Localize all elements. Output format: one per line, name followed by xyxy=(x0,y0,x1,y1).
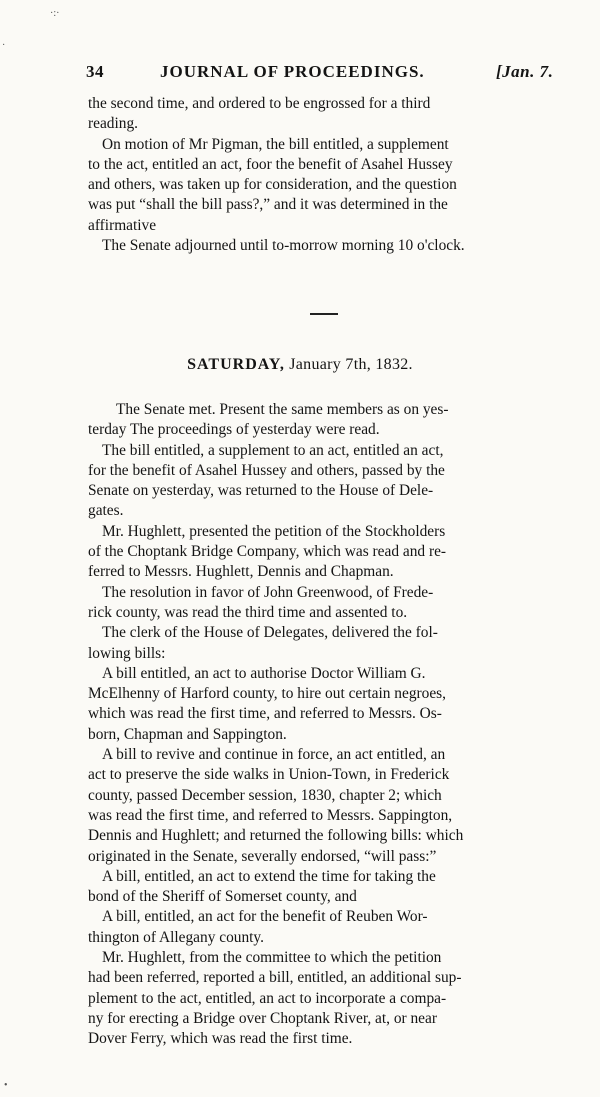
running-header xyxy=(86,60,576,84)
page-number: 34 xyxy=(86,62,104,81)
text-line: A bill entitled, an act to authorise Doctor William G. xyxy=(102,664,426,682)
text-line: to the act, entitled an act, foor the benefit of Asahel Hussey xyxy=(88,155,453,173)
text-line: McElhenny of Harford county, to hire out certain negroes, xyxy=(88,685,446,703)
text-line: The clerk of the House of Delegates, delivered the fol- xyxy=(102,624,438,642)
text-line: On motion of Mr Pigman, the bill entitled, a supplement xyxy=(102,135,449,153)
text-line: was read the first time, and referred to Messrs. Sappington, xyxy=(88,806,453,824)
text-line: Dennis and Hughlett; and returned the following bills: which xyxy=(88,827,464,845)
text-line: was put “shall the bill pass?,” and it was determined in the xyxy=(88,196,448,214)
day-name: SATURDAY, xyxy=(187,356,285,373)
text-line: the second time, and ordered to be engrossed for a third xyxy=(88,95,431,112)
header-date: [Jan. 7. xyxy=(496,62,554,81)
text-line: act to preserve the side walks in Union-Town, in Frederick xyxy=(88,766,450,784)
text-line: Mr. Hughlett, from the committee to which the petition xyxy=(102,949,442,967)
text-line: rick county, was read the third time and assented to. xyxy=(88,603,408,621)
text-line: born, Chapman and Sappington. xyxy=(88,725,287,743)
text-line: lowing bills: xyxy=(88,644,166,662)
text-line: A bill, entitled, an act for the benefit of Reuben Wor- xyxy=(102,908,428,926)
text-line: bond of the Sheriff of Somerset county, and xyxy=(88,888,357,906)
text-line: Senate on yesterday, was returned to the House of Dele- xyxy=(88,482,434,500)
text-line: A bill, entitled, an act to extend the time for taking the xyxy=(102,867,436,885)
text-block-saturday xyxy=(88,400,568,1050)
text-line: had been referred, reported a bill, entitled, an additional sup- xyxy=(88,969,462,987)
paper-speck: • xyxy=(4,1080,8,1091)
text-block-previous-day xyxy=(88,94,568,256)
text-line: for the benefit of Asahel Hussey and others, passed by the xyxy=(88,461,445,479)
day-heading xyxy=(0,356,600,374)
text-line: and others, was taken up for consideration, and the question xyxy=(88,176,457,194)
text-line: terday The proceedings of yesterday were read. xyxy=(88,421,380,439)
text-line: The Senate met. Present the same members as on yes- xyxy=(116,401,449,418)
text-line: plement to the act, entitled, an act to incorporate a compa- xyxy=(88,989,447,1007)
text-line: The resolution in favor of John Greenwood, of Frede- xyxy=(102,583,434,601)
text-line: originated in the Senate, severally endorsed, “will pass:” xyxy=(88,847,437,865)
text-line: ny for erecting a Bridge over Choptank River, at, or near xyxy=(88,1009,437,1027)
text-line: A bill to revive and continue in force, an act entitled, an xyxy=(102,746,446,764)
section-divider xyxy=(310,313,338,315)
text-line: which was read the first time, and referred to Messrs. Os- xyxy=(88,705,442,723)
text-line: Dover Ferry, which was read the first time. xyxy=(88,1030,353,1048)
text-line: of the Choptank Bridge Company, which was read and re- xyxy=(88,543,447,561)
text-line: ferred to Messrs. Hughlett, Dennis and Chapman. xyxy=(88,563,394,581)
day-date: January 7th, 1832. xyxy=(284,356,413,373)
text-line: reading. xyxy=(88,115,138,133)
paper-speck: · xyxy=(2,40,6,51)
text-line: thington of Allegany county. xyxy=(88,928,264,946)
text-line: The Senate adjourned until to-morrow morning 10 o'clock. xyxy=(102,237,465,255)
text-line: gates. xyxy=(88,502,124,520)
text-line: affirmative xyxy=(88,216,157,234)
journal-title: JOURNAL OF PROCEEDINGS. xyxy=(160,62,425,81)
text-line: The bill entitled, a supplement to an act, entitled an act, xyxy=(102,441,444,459)
text-line: county, passed December session, 1830, chapter 2; which xyxy=(88,786,442,804)
paper-speck: ·:· xyxy=(50,8,60,19)
text-line: Mr. Hughlett, presented the petition of the Stockholders xyxy=(102,522,446,540)
